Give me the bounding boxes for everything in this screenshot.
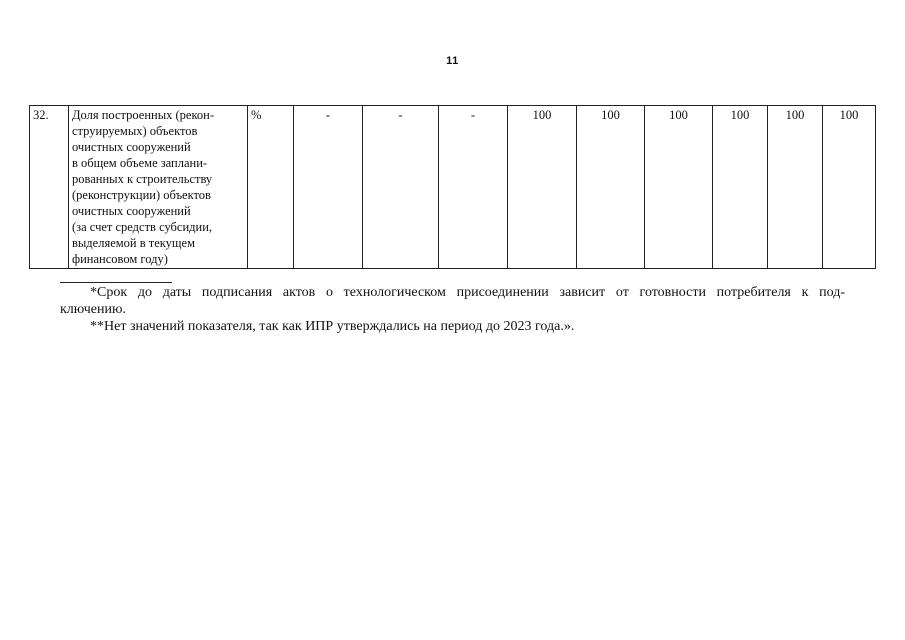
value-cell: 100 [768,106,823,269]
indicator-name-line: очистных сооружений [72,204,191,218]
footnotes [60,284,845,335]
value-cell: 100 [645,106,713,269]
indicator-name-line: (реконструкции) объектов [72,188,211,202]
footnote-2: **Нет значений показателя, так как ИПР утверждались на период до 2023 года.». [90,319,575,334]
value-cell: 100 [508,106,577,269]
value-cell: - [363,106,439,269]
indicator-name-line: Доля построенных (рекон- [72,108,214,122]
page-number: 11 [446,55,459,67]
value-cell: 100 [577,106,645,269]
value-cell: 100 [713,106,768,269]
value-cell: 100 [823,106,876,269]
table-row [30,106,876,269]
value-cell: - [439,106,508,269]
value-cell: - [294,106,363,269]
indicator-name-line: выделяемой в текущем [72,236,195,250]
indicator-table [29,105,876,269]
indicator-name-line: (за счет средств субсидии, [72,220,213,234]
footnote-1-line-2: ключению. [60,302,126,317]
indicator-name-line: финансовом году) [72,252,168,266]
footnote-separator [60,282,172,283]
row-number: 32. [30,106,69,269]
indicator-name-line: рованных к строительству [72,172,213,186]
indicator-name [69,106,248,269]
indicator-name-line: очистных сооружений [72,140,191,154]
footnote-1 [60,284,845,318]
indicator-name-line: в общем объеме заплани- [72,156,208,170]
footnote-1-line-1: *Срок до даты подписания актов о технологическом присоединении зависит от готовности потребителя к под- [90,285,845,300]
unit-cell: % [248,106,294,269]
indicator-name-line: струируемых) объектов [72,124,198,138]
